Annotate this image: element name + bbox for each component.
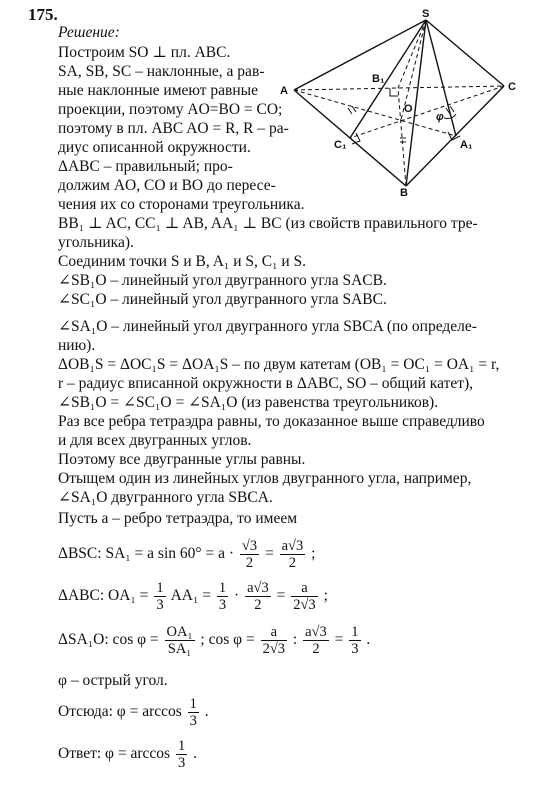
right-angle-mark	[352, 133, 360, 144]
text-line: ∠SB₁O – линейный угол двугранного угла SACB.	[58, 272, 387, 289]
equation-result: Отсюда: φ = arccos $\frac{1}{3}$ .	[58, 695, 209, 729]
solution-heading: Решение:	[58, 24, 120, 41]
text-line: φ – острый угол.	[58, 672, 168, 689]
label-a1: A₁	[460, 139, 473, 151]
text-line: ΔOB₁S = ΔOC₁S = ΔOA₁S – по двум катетам (OB₁ = OC₁ = OA₁ = r,	[58, 356, 500, 373]
label-b1: B₁	[372, 73, 385, 85]
text-line: угольника).	[58, 234, 134, 251]
text-line: ∠SC₁O – линейный угол двугранного угла SABC.	[58, 291, 387, 308]
text-line: и для всех двугранных углов.	[58, 432, 252, 449]
text-line: проекции, поэтому AO=BO = CO;	[58, 101, 283, 118]
text-line: Соединим точки S и B, A₁ и S, C₁ и S.	[58, 253, 307, 270]
label-s: S	[422, 8, 430, 20]
text-line: ∠SA₁O двугранного угла SBCA.	[58, 489, 273, 506]
tick-mark	[348, 108, 352, 114]
label-c1: C₁	[334, 139, 347, 151]
median-cc1	[350, 86, 504, 138]
equation-answer: Ответ: φ = arccos $\frac{1}{3}$ .	[58, 737, 197, 771]
text-line: поэтому в пл. ABC AO = R, R – ра-	[58, 120, 289, 137]
equation-sa1: ΔBSC: SA₁ = a sin 60° = a · $\frac{√3}{2}$ = $\frac{a√3}{2}$ ;	[58, 537, 316, 571]
label-a: A	[280, 85, 288, 97]
text-line: ΔABC – правильный; про-	[58, 158, 233, 175]
tick-mark	[450, 106, 454, 112]
text-line: SA, SB, SC – наклонные, а рав-	[58, 63, 265, 80]
label-b: B	[400, 187, 408, 196]
text-line: должим AO, CO и BO до пересе-	[58, 177, 276, 194]
label-o: O	[404, 103, 413, 115]
text-line: чения их со сторонами треугольника.	[58, 196, 305, 213]
tick-mark	[352, 106, 356, 112]
text-line: ∠SB₁O = ∠SC₁O = ∠SA₁O (из равенства треугольников).	[58, 394, 439, 411]
problem-number: 175.	[28, 5, 58, 24]
equation-cos-phi: ΔSA₁O: cos φ = $\frac{\text{OA₁}}{\text{SA₁}}$ ; cos φ = $\frac{a}{2√3}$ : $\frac{a√3}{2}$ = $\frac{1}{3}$ .	[58, 623, 371, 657]
text-line: Построим SO ⊥ пл. ABC.	[58, 44, 231, 61]
text-line: ные наклонные имеют равные	[58, 82, 258, 99]
label-phi: φ	[436, 111, 444, 123]
text-line: диус описанной окружности.	[58, 139, 251, 156]
text-line: Раз все ребра тетраэдра равны, то доказанное выше справедливо	[58, 413, 485, 430]
text-line: Поэтому все двугранные углы равны.	[58, 451, 306, 468]
edge-bc	[406, 86, 504, 186]
tetrahedron-figure	[276, 8, 532, 196]
equation-oa1: ΔABC: OA₁ = $\frac{1}{3}$ AA₁ = $\frac{1}{3}$ · $\frac{a√3}{2}$ = $\frac{a}{2√3}$ ;	[58, 579, 328, 613]
right-angle-mark	[390, 88, 398, 96]
text-line: r – радиус вписанной окружности в ΔABC, SO – общий катет),	[58, 375, 474, 392]
text-line: BB₁ ⊥ AC, CC₁ ⊥ AB, AA₁ ⊥ BC (из свойств правильного тре-	[58, 215, 478, 232]
text-line: нию).	[58, 337, 96, 354]
text-line: Отыщем один из линейных углов двугранного угла, например,	[58, 470, 472, 487]
edge-sa	[294, 20, 426, 90]
text-line: ∠SA₁O – линейный угол двугранного угла SBCA (по определе-	[58, 318, 477, 335]
edge-sc	[426, 20, 504, 86]
text-line: Пусть a – ребро тетраэдра, то имеем	[58, 510, 298, 527]
label-c: C	[508, 81, 516, 93]
